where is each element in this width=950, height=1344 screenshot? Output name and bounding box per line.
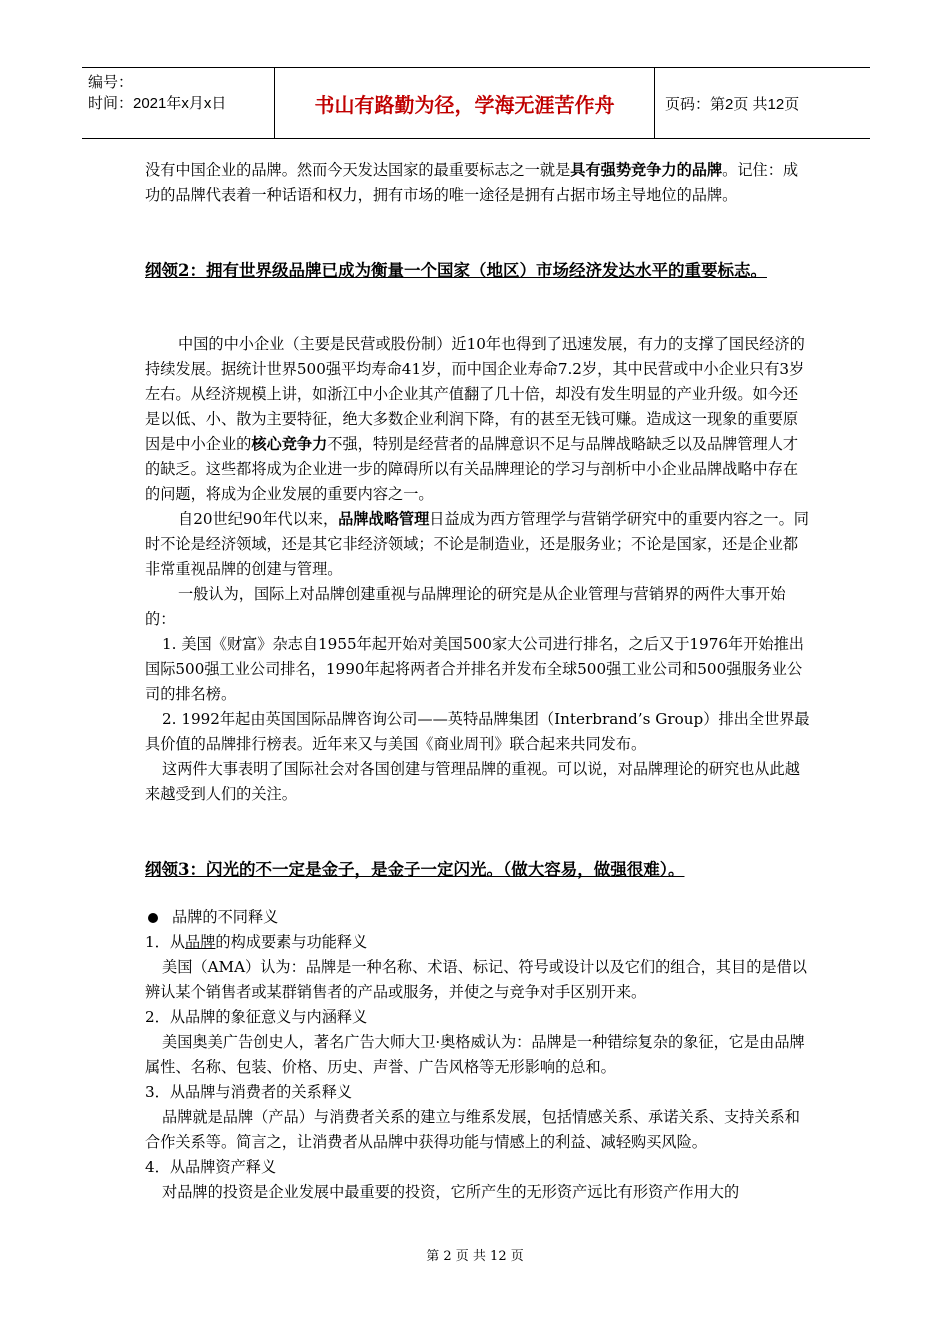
definition-body-3: 品牌就是品牌（产品）与消费者关系的建立与维系发展，包括情感关系、承诺关系、支持关系和合作关系等。简言之，让消费者从品牌中获得功能与情感上的利益、减轻购买风险。 [145,1108,800,1151]
s2p2-bold: 品牌战略管理 [338,510,430,528]
item1-underlined: 品牌 [185,933,216,951]
section-2-paragraph-2 [145,507,810,582]
s2p1-text-b: 不强，特别是经营者的品牌意识不足与品牌战略缺乏以及品牌管理人才的缺乏。这些都将成为企业进一步的障碍所以有关品牌理论的学习与剖析中小企业品牌战略中存在的问题，将成为企业发展的重要内容之一。 [145,435,799,503]
section-2-body [145,332,810,807]
section-3-body [145,905,810,1205]
definition-heading-1 [145,930,810,955]
heading-principle-2: 纲领2：拥有世界级品牌已成为衡量一个国家（地区）市场经济发达水平的重要标志。 [145,261,767,280]
s2p1-text-a: 中国的中小企业（主要是民营或股份制）近10年也得到了迅速发展，有力的支撑了国民经济的持续发展。据统计世界500强平均寿命41岁，而中国企业寿命7.2岁，其中民营或中小企业只有3岁左右。从经济规模上讲，如浙江中小企业其产值翻了几十倍，却没有发生明显的产业升级。如今还是以低、小、散为主要特征，绝大多数企业利润下降，有的甚至无钱可赚。造成这一现象的重要原因是中小企业的 [145,335,805,453]
section-2-paragraph-4: 这两件大事表明了国际社会对各国创建与管理品牌的重视。可以说，对品牌理论的研究也从此越来越受到人们的关注。 [145,760,800,803]
section-2-list-item-2: 2. 1992年起由英国国际品牌咨询公司——英特品牌集团（Interbrand’s Group）排出全世界最具价值的品牌排行榜表。近年来又与美国《商业周刊》联合起来共同发布。 [145,710,810,753]
definition-heading-3: 3．从品牌与消费者的关系释义 [145,1083,353,1101]
definition-body-4: 对品牌的投资是企业发展中最重要的投资，它所产生的无形资产远比有形资产作用大的 [162,1183,740,1201]
item1-prefix: 1．从 [145,933,186,951]
intro-bold-text: 具有强势竞争力的品牌 [570,161,723,179]
section-2-paragraph-3: 一般认为，国际上对品牌创建重视与品牌理论的研究是从企业管理与营销界的两件大事开始的： [145,585,786,628]
section-2-list-item-1: 1. 美国《财富》杂志自1955年起开始对美国500家大公司进行排名，之后又于1976年开始推出国际500强工业公司排名，1990年起将两者合并排名并发布全球500强工业公司和500强服务业公司的排名榜。 [145,635,804,703]
heading-principle-3: 纲领3：闪光的不一定是金子，是金子一定闪光。（做大容易，做强很难）。 [145,860,685,879]
intro-paragraph [145,158,810,208]
header-page-info: 页码：第2页 共12页 [665,95,800,113]
bullet-dot-icon [148,913,158,923]
section-2-paragraph-1 [145,332,810,507]
header-motto: 书山有路勤为径，学海无涯苦作舟 [275,68,655,138]
definition-heading-4: 4．从品牌资产释义 [145,1158,277,1176]
definition-body-1: 美国（AMA）认为：品牌是一种名称、术语、标记、符号或设计以及它们的组合，其目的是借以辨认某个销售者或某群销售者的产品或服务，并使之与竞争对手区别开来。 [145,958,807,1001]
document-date: 时间：2021年x月x日 [88,95,227,112]
page-footer: 第 2 页 共 12 页 [426,1249,524,1264]
header-meta-cell [82,68,275,138]
bullet-item [145,905,810,930]
page-header [82,67,870,139]
definition-body-2: 美国奥美广告创史人，著名广告大师大卫·奥格威认为：品牌是一种错综复杂的象征，它是由品牌属性、名称、包装、价格、历史、声誉、广告风格等无形影响的总和。 [145,1033,805,1076]
intro-text-a: 没有中国企业的品牌。然而今天发达国家的最重要标志之一就是 [145,161,571,179]
document-number-label: 编号： [88,74,134,91]
s2p2-text-a: 自20世纪90年代以来， [178,510,339,528]
item1-suffix: 的构成要素与功能释义 [215,933,368,951]
intro-text-b: 。记住：成功的品牌代表着一种话语和权力，拥有市场的唯一途径是拥有占据市场主导地位的品牌。 [145,161,799,204]
s2p1-bold: 核心竞争力 [251,435,328,453]
definition-heading-2: 2．从品牌的象征意义与内涵释义 [145,1008,368,1026]
bullet-text: 品牌的不同释义 [172,908,279,926]
s2p2-text-b: 日益成为西方管理学与营销学研究中的重要内容之一。同时不论是经济领域，还是其它非经济领域；不论是制造业，还是服务业；不论是国家，还是企业都非常重视品牌的创建与管理。 [145,510,809,578]
